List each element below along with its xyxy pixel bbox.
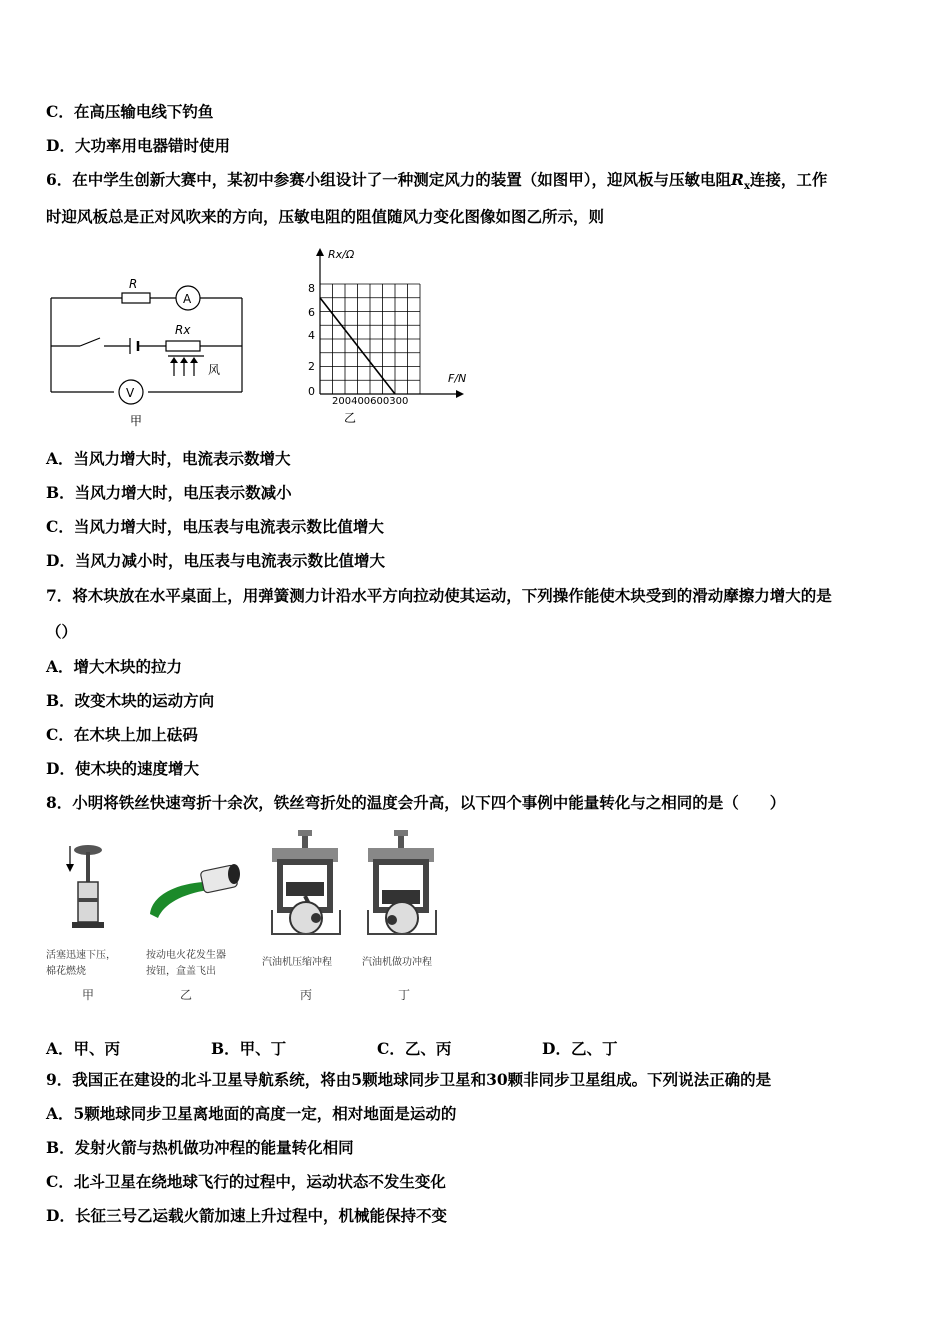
q7-option-c: C．在木块上加上砝码 [46, 725, 198, 744]
q8-option-a: A．甲、丙 [46, 1039, 121, 1058]
x-ticks: 200400600300 [332, 396, 409, 407]
label-wind: 风 [208, 363, 221, 377]
label-rx: Rx [175, 323, 191, 337]
piston-compression-figure [60, 838, 110, 938]
q8-option-b: B．甲、丁 [211, 1039, 287, 1058]
q7-option-a: A．增大木块的拉力 [46, 657, 183, 676]
caption-jia: 甲 [130, 414, 143, 428]
fig-ding-caption: 汽油机做功冲程 [362, 957, 432, 968]
rx-subscript: x [743, 181, 750, 193]
caption-yi: 乙 [344, 411, 357, 425]
y-tick-2: 2 [308, 360, 315, 373]
q8-option-d: D．乙、丁 [542, 1039, 618, 1058]
q6-option-a: A．当风力增大时，电流表示数增大 [46, 449, 291, 468]
x-axis-label: F/N [448, 372, 467, 385]
fig-yi-caption-2: 按钮，盒盖飞出 [146, 966, 216, 977]
engine-compression-figure [266, 826, 346, 941]
fig-jia-caption-1: 活塞迅速下压， [46, 950, 116, 961]
q9-option-b: B．发射火箭与热机做功冲程的能量转化相同 [46, 1138, 354, 1157]
fig-jia-label: 甲 [82, 988, 95, 1002]
fig-yi-label: 乙 [180, 988, 193, 1002]
q6-stem-line2: 时迎风板总是正对风吹来的方向，压敏电阻的阻值随风力变化图像如图乙所示，则 [46, 207, 605, 226]
fig-bing-caption: 汽油机压缩冲程 [262, 957, 332, 968]
y-tick-0: 0 [308, 385, 315, 398]
q9-option-c: C．北斗卫星在绕地球飞行的过程中，运动状态不发生变化 [46, 1172, 446, 1191]
q6-option-b: B．当风力增大时，电压表示数减小 [46, 483, 292, 502]
q7-stem-line1: 7．将木块放在水平桌面上，用弹簧测力计沿水平方向拉动使其运动，下列操作能使木块受到的滑动摩擦力增大的是 [46, 586, 832, 605]
engine-power-figure [362, 826, 442, 941]
q7-option-b: B．改变木块的运动方向 [46, 691, 215, 710]
spark-generator-figure [144, 856, 244, 926]
q7-option-d: D．使木块的速度增大 [46, 759, 199, 778]
q6-stem-line1 [46, 170, 827, 197]
y-tick-4: 4 [308, 329, 315, 342]
label-r: R [129, 277, 138, 291]
q9-option-a: A．5颗地球同步卫星离地面的高度一定，相对地面是运动的 [46, 1104, 457, 1123]
q8-stem: 8．小明将铁丝快速弯折十余次，铁丝弯折处的温度会升高，以下四个事例中能量转化与之相同的是（ ） [46, 793, 786, 812]
resistance-force-graph [300, 244, 480, 429]
label-v: V [126, 386, 135, 400]
fig-ding-label: 丁 [398, 988, 411, 1002]
circuit-diagram [44, 270, 254, 435]
q5-option-c: C．在高压输电线下钓鱼 [46, 102, 214, 121]
q9-option-d: D．长征三号乙运载火箭加速上升过程中，机械能保持不变 [46, 1206, 447, 1225]
q6-option-c: C．当风力增大时，电压表与电流表示数比值增大 [46, 517, 384, 536]
q9-stem: 9．我国正在建设的北斗卫星导航系统，将由5颗地球同步卫星和30颗非同步卫星组成。下列说法正确的是 [46, 1070, 772, 1089]
fig-yi-caption-1: 按动电火花发生器 [146, 950, 226, 961]
q7-stem-line2: （） [46, 622, 78, 641]
y-tick-6: 6 [308, 306, 315, 319]
q6-stem-pre: 6．在中学生创新大赛中，某初中参赛小组设计了一种测定风力的装置（如图甲），迎风板与压敏电阻 [46, 170, 732, 189]
rx-symbol: R [731, 170, 744, 189]
q6-stem-post: 连接，工作 [749, 170, 828, 189]
label-a: A [183, 292, 192, 306]
fig-bing-label: 丙 [300, 988, 313, 1002]
q5-option-d: D．大功率用电器错时使用 [46, 136, 230, 155]
y-axis-label: Rx/Ω [328, 248, 355, 261]
q6-option-d: D．当风力减小时，电压表与电流表示数比值增大 [46, 551, 385, 570]
fig-jia-caption-2: 棉花燃烧 [46, 966, 86, 977]
q8-option-c: C．乙、丙 [377, 1039, 452, 1058]
y-tick-8: 8 [308, 282, 315, 295]
